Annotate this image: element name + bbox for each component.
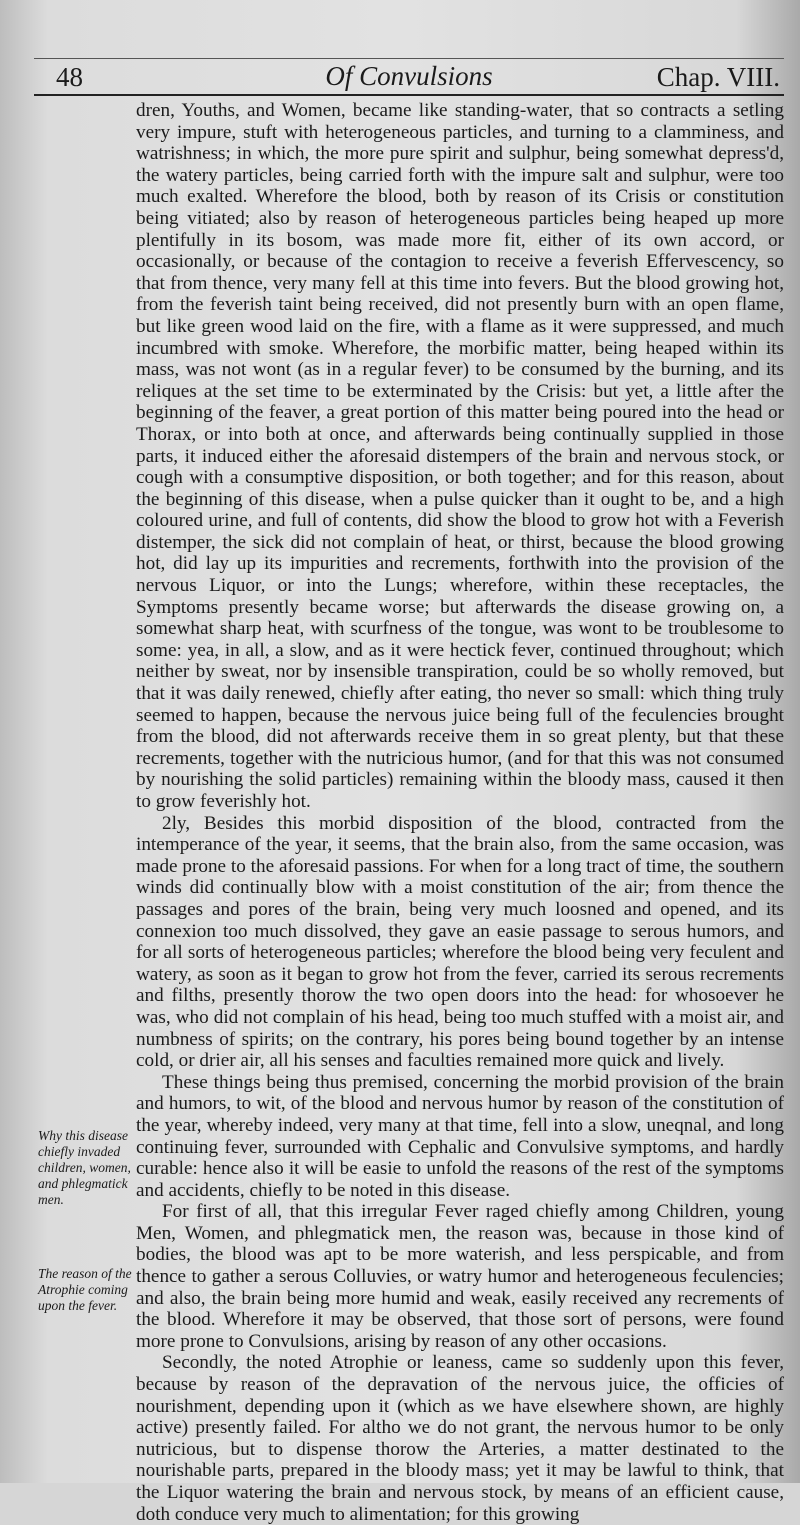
chapter-label: Chap. VIII. <box>656 62 780 92</box>
header-rule <box>34 58 784 59</box>
paragraph-secondly-brain: 2ly, Besides this morbid disposition of the blood, contracted from the intemperance of the year, it seems, that the brain also, from the same occasion, was made prone to the aforesaid passions. For when for a long tract of time, the southern winds did continually blow with a moist constitution of the air; from thence the passages and pores of the brain, being very much loosned and opened, and its connexion too much dissolved, they gave an easie passage to serous humors, and for all sorts of heterogeneous particles; wherefore the blood being very feculent and watery, as soon as it began to grow hot from the fever, carried its serous recrements and filths, presently thorow the two open doors into the head: for whosoever he was, who did not complain of his head, being too much stuffed with a moist air, and numbness of spirits; on the contrary, his pores being bound together by an intense cold, or drier air, all his senses and faculties remained more quick and lively. <box>136 812 784 1072</box>
paragraph-second-atrophie: Secondly, the noted Atrophie or leaness, came so suddenly upon this fever, because by reason of the depravation of the nervous juice, the officies of nourishment, depending upon it (which as we have elsewhere shown, are highly active) presently failed. For altho we do not grant, the nervous humor to be only nutricious, but to dispense thorow the Arteries, a matter destinated to the nourishable parts, prepared in the bloody mass; yet it may be lawful to think, that the Liquor watering the brain and nervous stock, by means of an efficient cause, doth conduce very much to alimentation; for this growing <box>136 1352 784 1525</box>
paragraph-premises: These things being thus premised, concerning the morbid provision of the brain and humors, to wit, of the blood and nervous humor by reason of the constitution of the year, whereby indeed, very many at that time, fell into a slow, uneqnal, and long continuing fever, surrounded with Cephalic and Convulsive symptoms, and hardly curable: hence also it will be easie to unfold the reasons of the rest of the symptoms and accidents, chiefly to be noted in this disease. <box>136 1071 784 1201</box>
paragraph-first: For first of all, that this irregular Fever raged chiefly among Children, young Men, Women, and phlegmatick men, the reason was, because in those kind of bodies, the blood was apt to be more waterish, and less perspicable, and from thence to gather a serous Colluvies, or watry humor and heterogeneous feculencies; and also, the brain being more humid and weak, easily received any recrements of the blood. Wherefore it may be observed, that those sort of persons, were found more prone to Convulsions, arising by reason of any other occasions. <box>136 1201 784 1352</box>
running-title: Of Convulsions <box>325 61 493 91</box>
running-head <box>34 58 784 96</box>
page-number: 48 <box>56 62 83 92</box>
paragraph-continued: dren, Youths, and Women, became like standing-water, that so contracts a setling very impure, stuft with heterogeneous particles, and turning to a clamminess, and watrishness; in which, the more pure spirit and sulphur, being somewhat depress'd, the watery particles, being carried forth with the impure salt and sulphur, were too much exalted. Wherefore the blood, both by reason of its Crisis or constitution being vitiated; also by reason of heterogeneous particles being heaped up more plentifully in its bosom, was made more fit, either of its own accord, or occasionally, or because of the contagion to receive a feverish Effervescency, so that from thence, very many fell at this time into fevers. But the blood growing hot, from the feverish taint being received, did not presently burn with an open flame, but like green wood laid on the fire, with a flame as it were suppressed, and much incumbred with smoke. Wherefore, the morbific matter, being heaped within its mass, was not wont (as in a regular fever) to be consumed by the burning, and its reliques at the set time to be exterminated by the Crisis: but yet, a little after the beginning of the feaver, a great portion of this matter being poured into the head or Thorax, or into both at once, and afterwards being continually supplied in those parts, it induced either the aforesaid distempers of the brain and nervous stock, or cough with a consumptive disposition, or both together; and for this reason, about the beginning of this disease, when a pulse quicker than it ought to be, and a high coloured urine, and full of contents, did show the blood to grow hot with a Feverish distemper, the sick did not complain of heat, or thirst, because the blood growing hot, did lay up its impurities and recrements, forthwith into the provision of the nervous Liquor, or into the Lungs; wherefore, within these receptacles, the Symptoms presently became worse; but afterwards the disease growing on, a somewhat sharp heat, with scurfness of the tongue, was wont to be troublesome to some: yea, in all, a slow, and as it were hectick fever, continued throughout; which neither by sweat, nor by insensible transpiration, could be so wholly removed, but that it was daily renewed, chiefly after eating, tho never so small: which thing truly seemed to happen, because the nervous juice being full of the feculencies brought from the blood, did not afterwards receive them in so great plenty, but that these recrements, together with the nutricious humor, (and for that this was not consumed by nourishing the solid particles) remaining within the bloody mass, caused it then to grow feverishly hot. <box>136 100 784 812</box>
margin-note-atrophie: The reason of the Atrophie coming upon the fever. <box>38 1266 132 1313</box>
main-text <box>136 100 784 1525</box>
margin-note-why-disease: Why this disease chiefly invaded children, women, and phlegmatick men. <box>38 1128 131 1207</box>
